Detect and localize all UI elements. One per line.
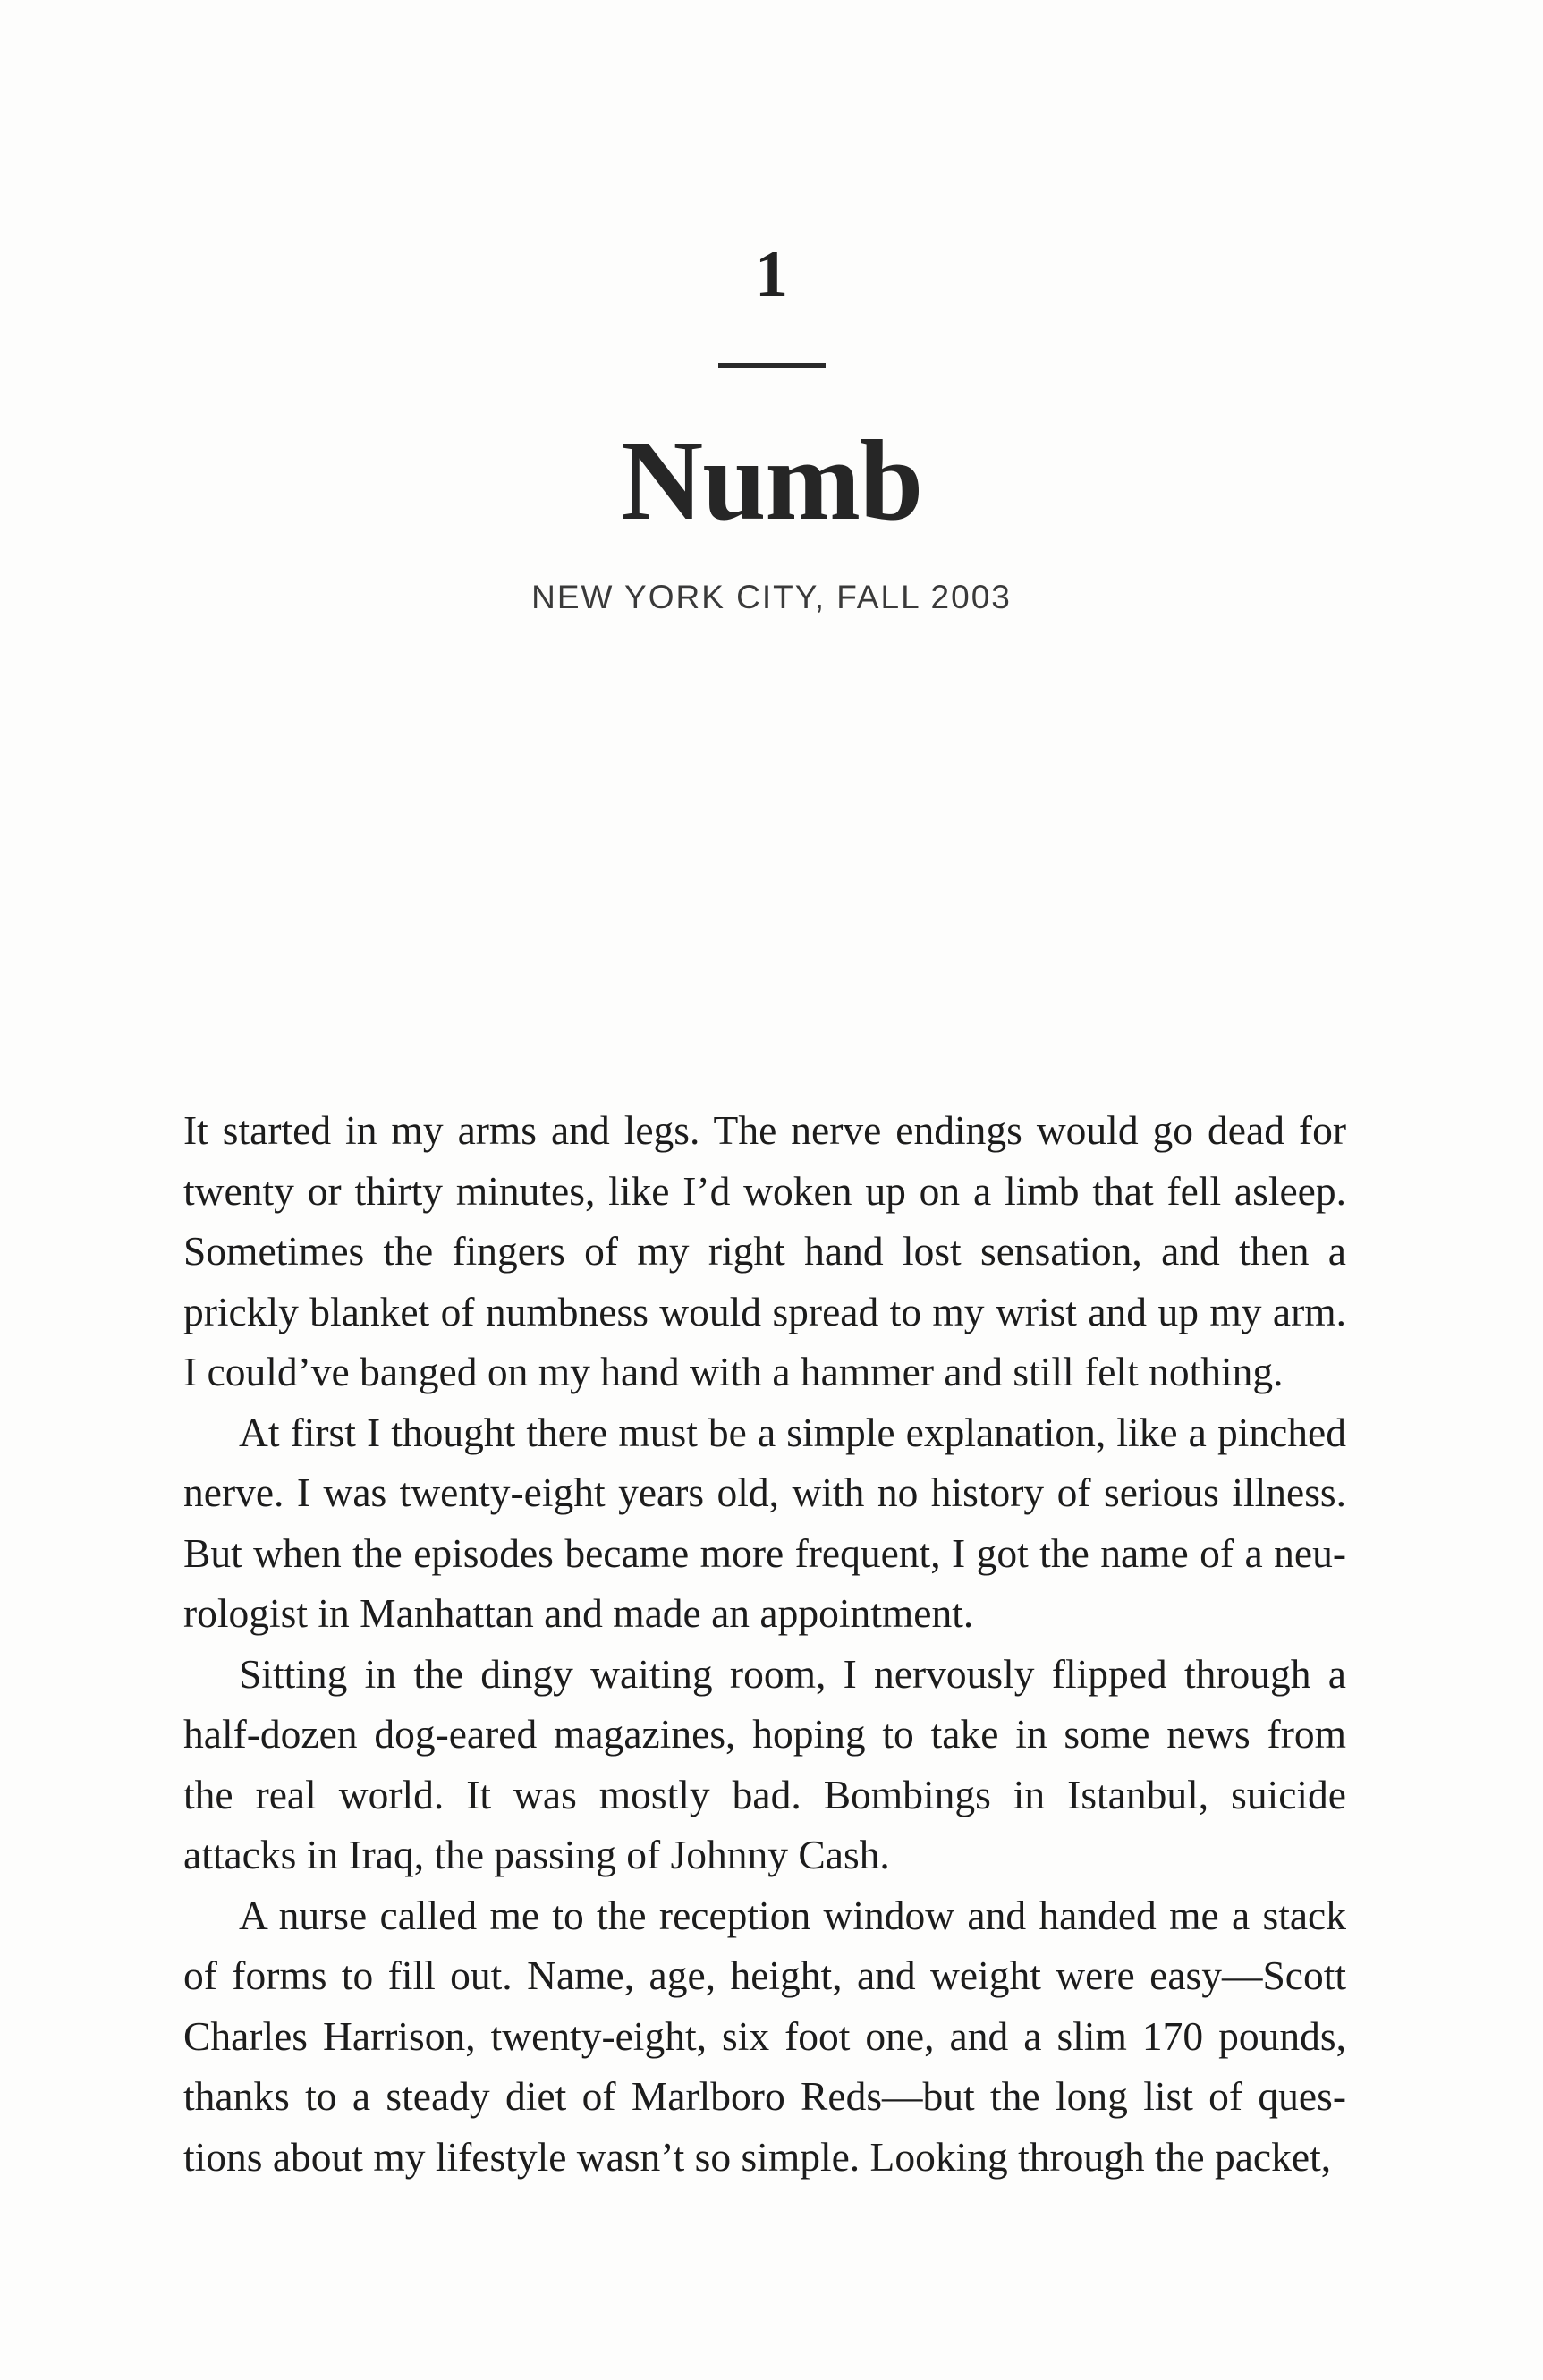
- paragraph: A nurse called me to the reception window and handed me a stack of forms to fill out. Name, age, height, and weight were easy—Scott Charles Harrison, twenty-eight, six foot one, and a slim 170 pounds, thanks to a steady diet of Marlboro Reds—but the long list of questions about my lifestyle wasn’t so simple. Looking through the packet,: [183, 1892, 1346, 2180]
- paragraph: Sitting in the dingy waiting room, I nervously flipped through a half-dozen dog-eared magazines, hoping to take in some news from the real world. It was mostly bad. Bombings in Istanbul, suicide attacks in Iraq, the passing of Johnny Cash.: [183, 1650, 1346, 1877]
- chapter-number: 1: [755, 238, 788, 311]
- chapter-heading: [0, 238, 1543, 616]
- paragraph: At first I thought there must be a simple explanation, like a pinched nerve. I was twenty-eight years old, with no history of serious illness. But when the episodes became more frequent, I got the name of a neurologist in Manhattan and made an appointment.: [183, 1409, 1346, 1636]
- body-text: [183, 1100, 1346, 2187]
- chapter-subtitle: NEW YORK CITY, FALL 2003: [531, 579, 1012, 615]
- chapter-divider: [718, 363, 826, 368]
- chapter-title: Numb: [620, 417, 923, 544]
- paragraph: It started in my arms and legs. The nerve endings would go dead for twenty or thirty minutes, like I’d woken up on a limb that fell asleep. Sometimes the fingers of my right hand lost sensation, and then a prickly blanket of numbness would spread to my wrist and up my arm. I could’ve banged on my hand with a hammer and still felt nothing.: [183, 1107, 1346, 1394]
